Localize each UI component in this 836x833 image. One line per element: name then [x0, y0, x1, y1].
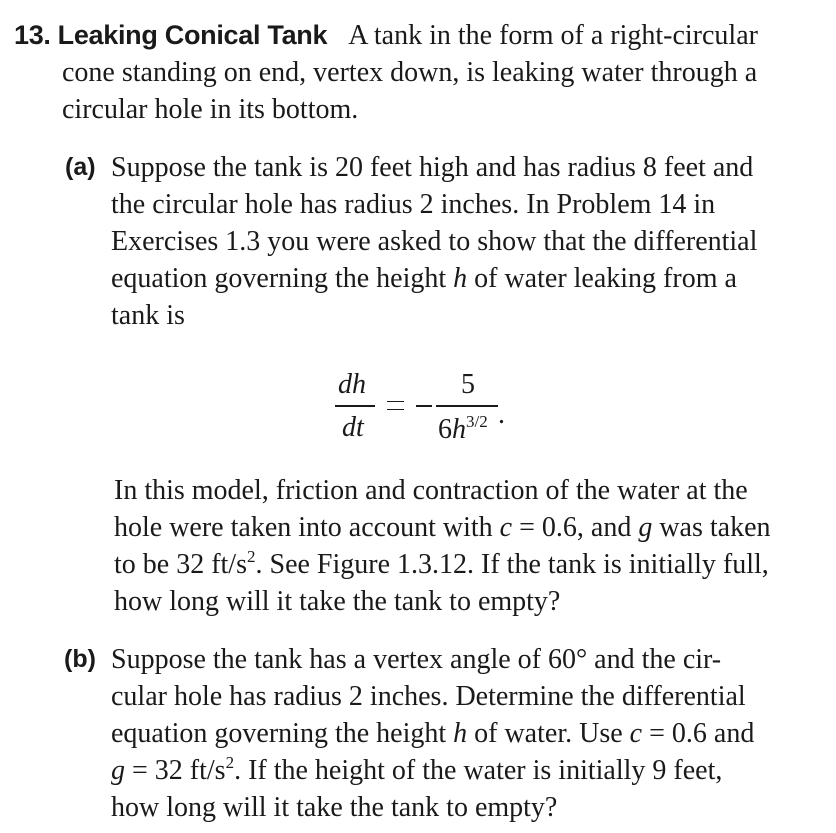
rhs-denominator-coefficient: 6: [438, 414, 452, 445]
part-b-line-4-post: . If the height of the water is initially 9 feet,: [234, 755, 723, 786]
rhs-fraction-bar: [436, 405, 498, 407]
rhs-denominator-exponent: 3/2: [466, 412, 488, 431]
part-b-line-4-exp: 2: [225, 753, 235, 772]
part-a-line-5: tank is: [111, 300, 185, 331]
part-a-line-1: Suppose the tank is 20 feet high and has radius 8 feet and: [111, 152, 754, 183]
rhs-denominator: [438, 411, 488, 448]
minus-sign: [416, 405, 432, 407]
part-b-variable-h: h: [453, 718, 468, 749]
part-a-after-line-1: In this model, friction and contraction of the water at the: [114, 475, 748, 506]
part-a-after-line-2-eq: = 0.6, and: [512, 512, 639, 543]
part-a-after-line-4: how long will it take the tank to empty?: [114, 586, 561, 617]
part-b-line-1: Suppose the tank has a vertex angle of 60° and the cir-: [111, 644, 722, 675]
part-a-line-4-pre: equation governing the height: [111, 263, 454, 294]
variable-c: c: [499, 512, 513, 543]
part-b-line-4: [111, 752, 722, 789]
part-a-after-line-3: [114, 546, 769, 583]
part-a-after-line-3-pre: to be 32 ft/s: [114, 549, 247, 580]
lhs-denominator: dt: [342, 412, 364, 443]
part-b-line-3-mid: of water. Use: [467, 718, 630, 749]
part-b-variable-c: c: [629, 718, 643, 749]
problem-intro-line-3: circular hole in its bottom.: [62, 94, 359, 125]
problem-intro-line-1: A tank in the form of a right-circular: [348, 20, 758, 51]
equation-end-period: .: [498, 399, 505, 430]
rhs-numerator: 5: [461, 369, 475, 400]
part-a-after-line-3-post: . See Figure 1.3.12. If the tank is initially full,: [255, 549, 769, 580]
part-b-label: (b): [64, 645, 96, 673]
rhs-denominator-h: h: [452, 414, 466, 445]
part-a-line-4: [111, 260, 737, 297]
part-b-line-3-post: = 0.6 and: [642, 718, 755, 749]
lhs-fraction-bar: [335, 405, 375, 407]
problem-number: 13.: [14, 20, 51, 50]
part-b-line-2: cular hole has radius 2 inches. Determine the differential: [111, 681, 746, 712]
part-b-line-3-pre: equation governing the height: [111, 718, 454, 749]
part-b-variable-g: g: [111, 755, 125, 786]
part-a-line-2: the circular hole has radius 2 inches. In Problem 14 in: [111, 189, 716, 220]
part-a-after-line-2-post: was taken: [652, 512, 771, 543]
part-b-line-5: how long will it take the tank to empty?: [111, 792, 558, 823]
lhs-numerator: dh: [338, 369, 366, 400]
part-a-variable-h: h: [453, 263, 468, 294]
problem-title: Leaking Conical Tank: [57, 20, 328, 50]
problem-intro-line-2: cone standing on end, vertex down, is leaking water through a: [62, 57, 758, 88]
variable-g: g: [638, 512, 653, 543]
part-a-line-4-post: of water leaking from a: [467, 263, 737, 294]
equals-sign: [387, 401, 404, 410]
part-b-line-4-pre: = 32 ft/s: [125, 755, 226, 786]
part-a-after-line-3-exp: 2: [247, 547, 256, 566]
part-a-after-line-2: [114, 509, 771, 546]
problem-header-line: [14, 17, 758, 54]
part-a-label: (a): [65, 153, 96, 181]
part-b-line-3: [111, 715, 754, 752]
part-a-line-3: Exercises 1.3 you were asked to show that the differential: [111, 226, 758, 257]
part-a-after-line-2-pre: hole were taken into account with: [114, 512, 500, 543]
